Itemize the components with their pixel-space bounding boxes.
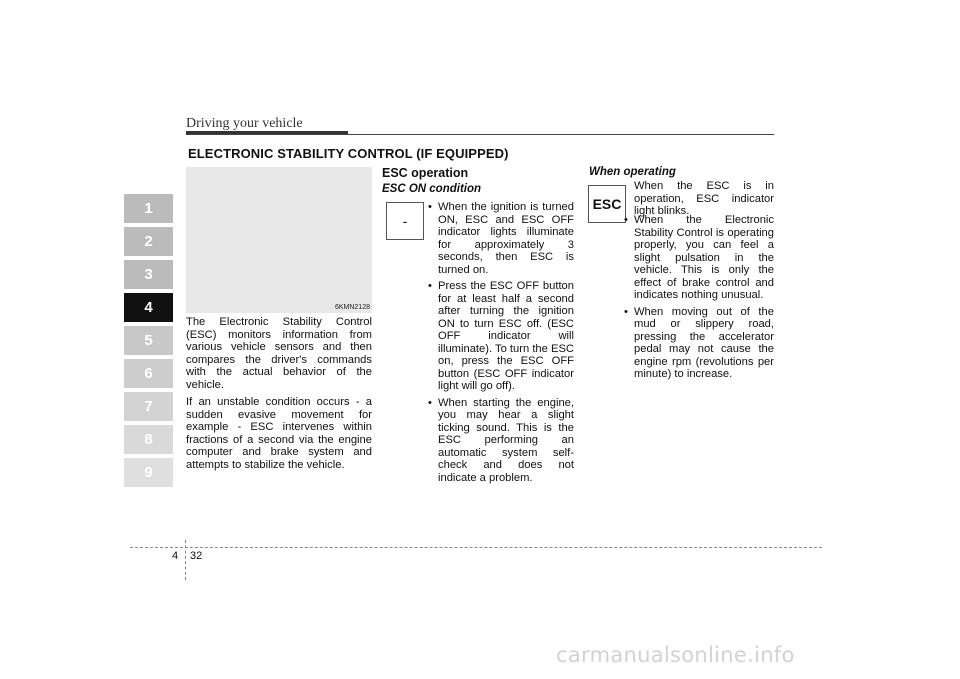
chapter-tab-4[interactable]: 4 <box>124 293 173 322</box>
intro-paragraph: If an unstable condition occurs - a sudden evasive movement for example - ESC intervenes within fractions of a second via the engine computer and brake system and attempts to stabilize the vehicle. <box>186 396 372 471</box>
list-item: • When starting the engine, you may hear a slight ticking sound. This is the ESC performing an automatic system self-check and does not indicate a problem. <box>428 397 574 485</box>
esc-on-condition-heading: ESC ON condition <box>382 183 482 195</box>
esc-operation-heading: ESC operation <box>382 166 469 180</box>
chapter-tab-1[interactable]: 1 <box>124 194 173 223</box>
figure-code: 6KMN2128 <box>334 304 370 311</box>
chapter-tab-9[interactable]: 9 <box>124 458 173 487</box>
header-title: Driving your vehicle <box>186 116 303 131</box>
footer-rule <box>130 547 822 548</box>
esc-indicator-icon <box>588 185 626 223</box>
list-item: • Press the ESC OFF button for at least half a second after turning the ignition ON to turn ESC off. (ESC OFF indicator will illuminate). To turn the ESC on, press the ESC OFF button (ESC OFF indicator light will go off). <box>428 280 574 393</box>
esc-off-indicator-icon <box>386 202 424 240</box>
chapter-tabs <box>124 194 173 491</box>
page-number: 32 <box>190 550 203 562</box>
list-item: • When moving out of the mud or slippery road, pressing the accelerator pedal may not cause the engine rpm (revolutions per minute) to increase. <box>624 306 774 381</box>
watermark: carmanualsonline.info <box>556 643 795 667</box>
section-title: ELECTRONIC STABILITY CONTROL (IF EQUIPPED) <box>188 146 509 161</box>
chapter-tab-3[interactable]: 3 <box>124 260 173 289</box>
indicator-label: - <box>402 213 408 229</box>
chapter-tab-8[interactable]: 8 <box>124 425 173 454</box>
when-operating-intro: When the ESC is in operation, ESC indicator light blinks. <box>634 180 774 217</box>
list-item: • When the Electronic Stability Control is operating properly, you can feel a slight pulsation in the vehicle. This is only the effect of brake control and indicates nothing unusual. <box>624 214 774 302</box>
chapter-tab-2[interactable]: 2 <box>124 227 173 256</box>
when-operating-heading: When operating <box>589 166 676 178</box>
figure-image <box>186 167 372 313</box>
list-item: • When the ignition is turned ON, ESC and ESC OFF indicator lights illuminate for approximately 3 seconds, then ESC is turned on. <box>428 201 574 276</box>
header-rule <box>186 134 774 135</box>
footer-divider <box>185 540 186 580</box>
page-chapter: 4 <box>172 550 179 562</box>
chapter-tab-7[interactable]: 7 <box>124 392 173 421</box>
intro-paragraph: The Electronic Stability Control (ESC) monitors information from various vehicle sensors and then compares the driver's commands with the actual behavior of the vehicle. <box>186 316 372 391</box>
indicator-label: ESC <box>592 196 622 212</box>
intro-text <box>186 316 372 476</box>
esc-on-text <box>428 201 574 488</box>
chapter-tab-6[interactable]: 6 <box>124 359 173 388</box>
chapter-tab-5[interactable]: 5 <box>124 326 173 355</box>
when-operating-text <box>624 214 774 385</box>
